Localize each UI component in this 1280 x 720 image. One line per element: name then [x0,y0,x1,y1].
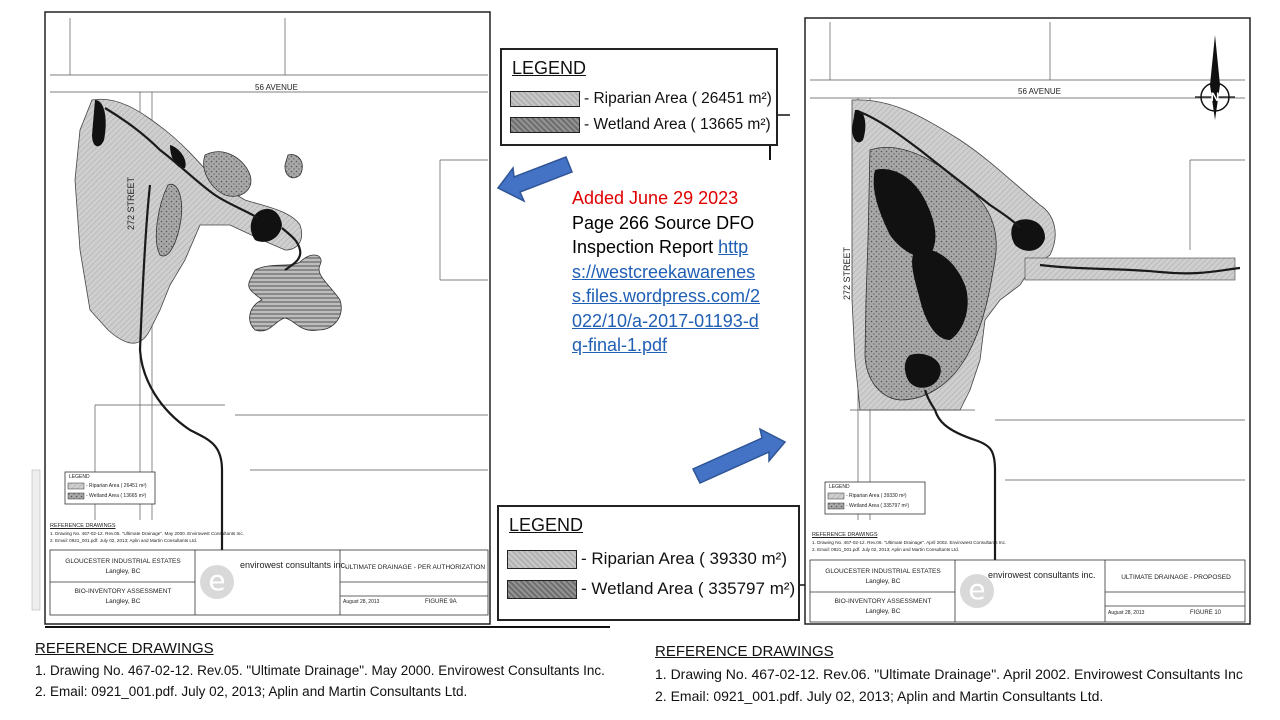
left-tb-project: BIO-INVENTORY ASSESSMENT [74,588,172,595]
right-road-56-avenue: 56 AVENUE [1018,87,1061,96]
right-inner-legend-riparian: - Riparian Area ( 39330 m²) [846,493,907,499]
wetland-swatch-icon [510,117,580,133]
legend-top-wetland-row [510,116,771,134]
right-road-272-street: 272 STREET [842,246,852,300]
bottom-right-ref-title: REFERENCE DRAWINGS [655,643,834,660]
left-road-272-street: 272 STREET [126,176,136,230]
envirowest-logo-icon: e [200,565,234,599]
left-inner-legend-title: LEGEND [69,474,90,480]
legend-top-riparian: - Riparian Area ( 26451 m²) [584,90,772,107]
note-source-link[interactable]: https://westcreekawareness.files.wordpress.com/2022/10/a-2017-01193-dq-final-1.pdf [572,237,761,355]
legend-bottom-riparian: - Riparian Area ( 39330 m²) [581,549,787,568]
legend-bottom [497,505,800,621]
left-road-56-avenue: 56 AVENUE [255,83,298,92]
source-note [572,186,762,358]
right-inner-legend-wetland: - Wetland Area ( 335797 m²) [846,503,909,509]
legend-top-wetland: - Wetland Area ( 13665 m²) [584,116,771,133]
legend-bottom-wetland-row [507,579,795,599]
right-tb-client: GLOUCESTER INDUSTRIAL ESTATES [825,568,941,575]
left-inner-ref-title: REFERENCE DRAWINGS [50,523,116,529]
left-wetland-patch-3 [285,155,302,178]
bottom-left-ref-line-1: 1. Drawing No. 467-02-12. Rev.05. "Ultimate Drainage". May 2000. Envirowest Consultants Inc. [35,663,605,678]
left-tb-client: GLOUCESTER INDUSTRIAL ESTATES [65,558,181,565]
left-inner-legend-riparian: - Riparian Area ( 26451 m²) [86,483,147,489]
note-page: Page 266 [572,212,650,233]
left-tb-project-loc: Langley, BC [105,598,141,605]
right-inner-ref-2: 2. Email: 0921_001.pdf. July 02, 2013; Aplin and Martin Consultants Ltd. [812,547,960,552]
note-source: Source DFO Inspection Report [572,212,755,257]
bottom-left-ref-line-2: 2. Email: 0921_001.pdf. July 02, 2013; Aplin and Martin Consultants Ltd. [35,684,468,699]
legend-bottom-wetland: - Wetland Area ( 335797 m²) [581,579,796,598]
note-added-date: Added June 29 2023 [572,188,739,208]
legend-bottom-title: LEGEND [509,515,584,535]
legend-bottom-riparian-row [507,549,787,569]
right-tb-date: August 28, 2013 [1108,610,1145,616]
right-tb-project: BIO-INVENTORY ASSESSMENT [834,598,932,605]
wetland-swatch-icon [507,580,577,599]
left-inner-ref-1: 1. Drawing No. 467-02-12. Rev.05. "Ultimate Drainage". May 2000. Envirowest Consultants Inc. [50,531,244,536]
bottom-left-ref-title: REFERENCE DRAWINGS [35,640,214,657]
arrow-right-icon [693,429,785,483]
envirowest-logo-icon: e [960,574,994,608]
left-tb-figure: FIGURE 9A [425,599,457,605]
right-tb-consultant: envirowest consultants inc. [988,570,1096,580]
right-tb-figure: FIGURE 10 [1190,610,1222,616]
right-tb-project-loc: Langley, BC [865,608,901,615]
legend-top-title: LEGEND [512,58,587,78]
right-inner-ref-1: 1. Drawing No. 467-02-12. Rev.06. "Ultimate Drainage". April 2002. Envirowest Consultants Inc. [812,540,1007,545]
svg-text:N: N [1210,90,1220,104]
right-tb-drawing-title: ULTIMATE DRAINAGE - PROPOSED [1121,574,1231,581]
right-tb-client-loc: Langley, BC [865,578,901,585]
left-tb-consultant: envirowest consultants inc. [240,560,348,570]
riparian-swatch-icon [510,91,580,107]
arrow-left-icon [498,157,572,201]
right-inner-legend-title: LEGEND [829,484,850,490]
legend-top-riparian-row [510,90,772,108]
left-tb-drawing-title: ULTIMATE DRAINAGE - PER AUTHORIZATION [344,564,486,571]
left-inner-ref-2: 2. Email: 0921_001.pdf. July 02, 2013; Aplin and Martin Consultants Ltd. [50,538,198,543]
legend-top [500,48,778,146]
bottom-right-ref-line-2: 2. Email: 0921_001.pdf. July 02, 2013; Aplin and Martin Consultants Ltd. [655,688,1104,704]
bottom-right-ref-line-1: 1. Drawing No. 467-02-12. Rev.06. "Ultimate Drainage". April 2002. Envirowest Consultants Inc [655,666,1243,682]
left-tb-client-loc: Langley, BC [105,568,141,575]
left-inner-legend-wetland: - Wetland Area ( 13665 m²) [86,493,147,499]
left-tb-date: August 28, 2013 [343,599,380,605]
riparian-swatch-icon [507,550,577,569]
right-inner-ref-title: REFERENCE DRAWINGS [812,532,878,538]
